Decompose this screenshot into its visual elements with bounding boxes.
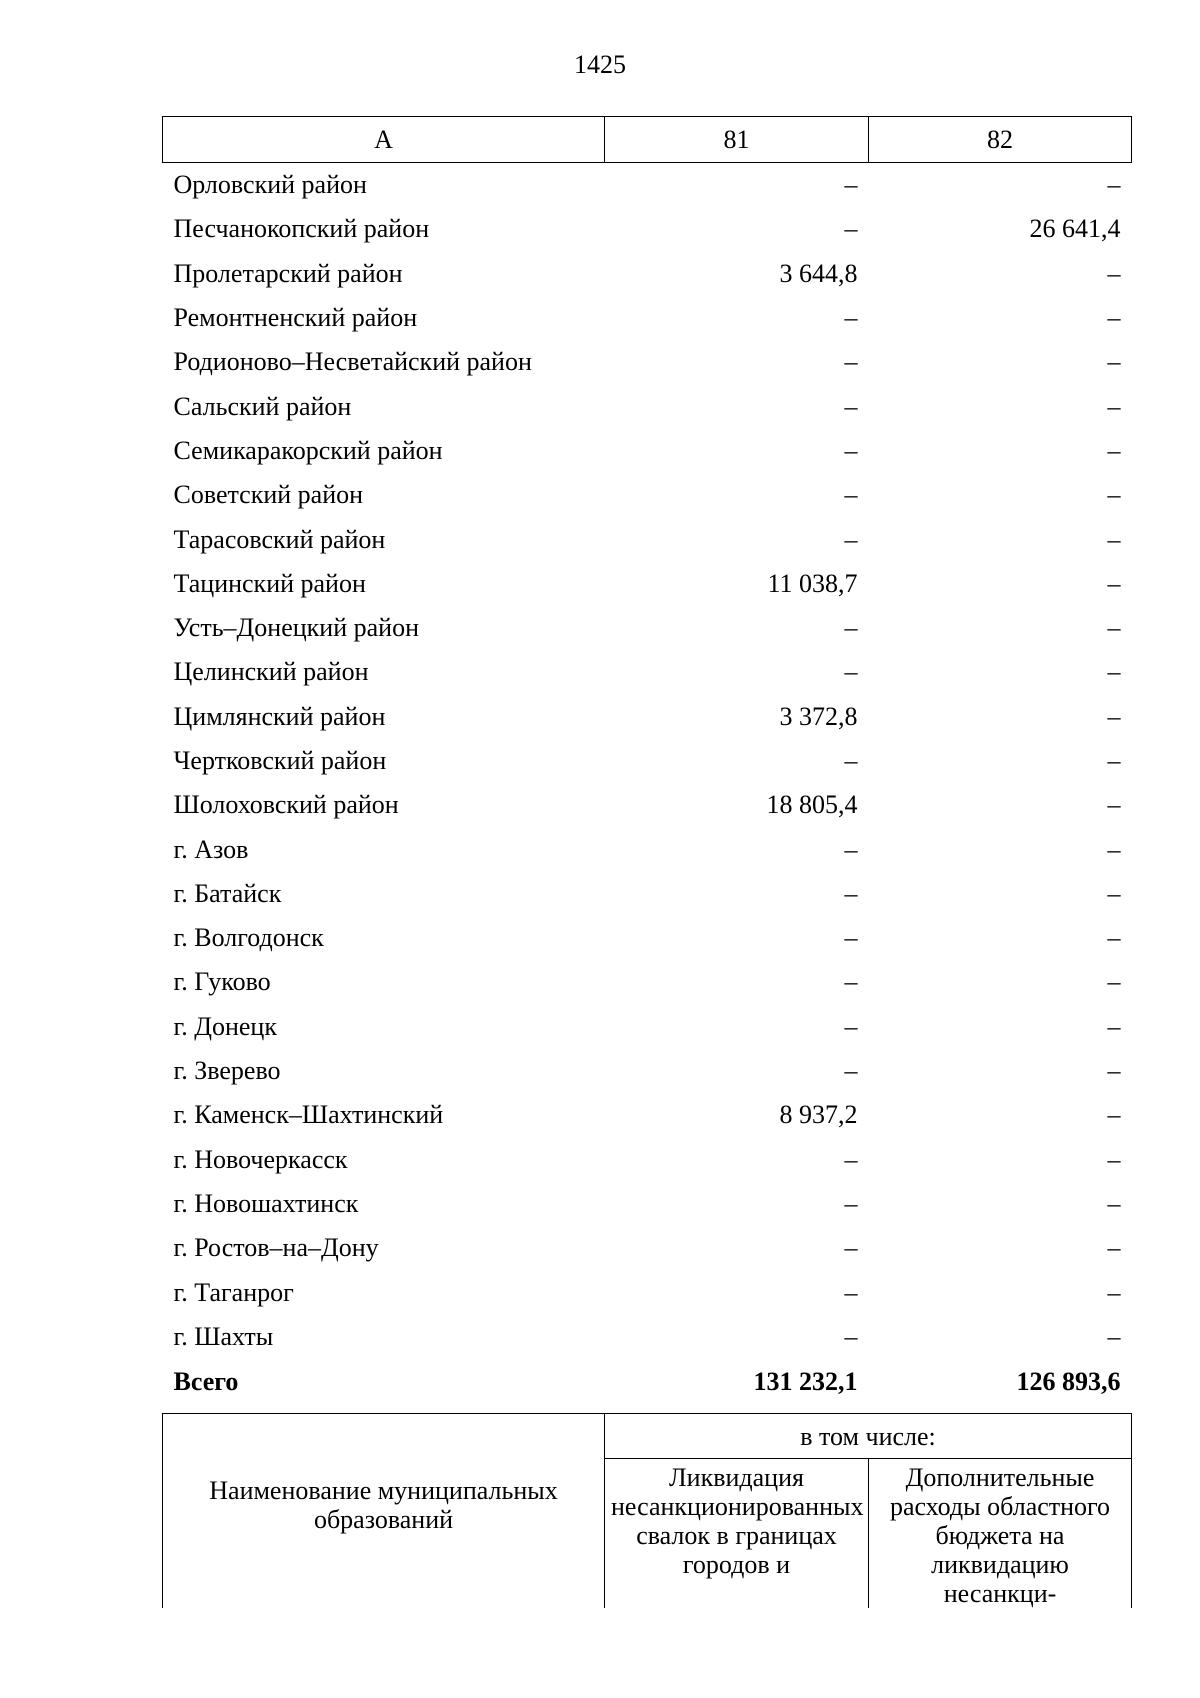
value-col-81: –: [844, 391, 858, 421]
continued-header-table: [162, 1413, 1132, 1608]
table-row: [163, 695, 1132, 739]
total-label: Всего: [173, 1367, 239, 1397]
value-col-81: –: [844, 613, 858, 643]
table-row: [163, 783, 1132, 827]
value-col-82: –: [1107, 657, 1121, 687]
header-additional-expenses: Дополнительные расходы областного бюджета на ликвидацию несанкци-: [869, 1459, 1132, 1609]
table-row: [163, 429, 1132, 473]
municipality-name: Цимлянский район: [173, 701, 386, 731]
value-col-81: –: [844, 435, 858, 465]
value-col-81: –: [844, 1188, 858, 1218]
header-col-a: А: [163, 117, 605, 163]
table-row: [163, 296, 1132, 340]
value-col-81: 18 805,4: [766, 790, 858, 820]
value-col-81: –: [844, 746, 858, 775]
table-row: [163, 1005, 1132, 1049]
value-col-81: –: [844, 1144, 858, 1174]
value-col-82: –: [1107, 480, 1121, 510]
header-col-81: 81: [605, 117, 869, 163]
header-municipality-name: Наименование муниципальных образований: [163, 1414, 605, 1609]
value-col-82: –: [1107, 303, 1121, 333]
data-table: [162, 116, 1132, 1405]
municipality-name: г. Каменск–Шахтинский: [173, 1100, 444, 1130]
value-col-82: –: [1107, 391, 1121, 421]
municipality-name: г. Новошахтинск: [173, 1188, 359, 1218]
table-row: [163, 163, 1132, 208]
value-col-82: –: [1107, 701, 1121, 731]
value-col-81: –: [844, 834, 858, 864]
page-number: 1425: [574, 50, 626, 79]
municipality-name: Семикаракорский район: [173, 435, 443, 465]
value-col-81: –: [844, 1011, 858, 1041]
header-landfill-liquidation: Ликвидация несанкционированных свалок в границах городов и: [605, 1459, 869, 1609]
header-including: в том числе:: [605, 1414, 1132, 1459]
value-col-81: 3 372,8: [779, 701, 858, 731]
table-row: [163, 562, 1132, 606]
total-col-81: 131 232,1: [753, 1367, 858, 1397]
municipality-name: г. Гуково: [173, 967, 271, 997]
value-col-81: –: [844, 347, 858, 377]
municipality-name: Орловский район: [173, 170, 367, 200]
municipality-name: Родионово–Несветайский район: [173, 347, 532, 377]
municipality-name: г. Азов: [173, 834, 249, 864]
table-row: [163, 1270, 1132, 1314]
municipality-name: г. Донецк: [173, 1011, 277, 1041]
value-col-82: –: [1107, 1056, 1121, 1086]
municipality-name: г. Шахты: [173, 1321, 274, 1351]
table-row: [163, 252, 1132, 296]
value-col-82: –: [1107, 746, 1121, 775]
value-col-82: –: [1107, 1277, 1121, 1307]
table-row: [163, 606, 1132, 650]
value-col-82: –: [1107, 258, 1121, 288]
value-col-82: –: [1107, 1011, 1121, 1041]
municipality-name: Советский район: [173, 480, 364, 510]
value-col-82: –: [1107, 1233, 1121, 1263]
municipality-name: г. Батайск: [173, 878, 282, 908]
municipality-name: Шолоховский район: [173, 790, 399, 820]
municipality-name: Песчанокопский район: [173, 214, 430, 244]
municipality-name: Чертковский район: [173, 746, 387, 775]
table-row: [163, 739, 1132, 783]
table-row: [163, 1093, 1132, 1137]
municipality-name: Ремонтненский район: [173, 303, 418, 333]
value-col-81: –: [844, 303, 858, 333]
table-row: [163, 827, 1132, 871]
header-col-82: 82: [869, 117, 1132, 163]
value-col-82: –: [1107, 878, 1121, 908]
value-col-82: –: [1107, 1100, 1121, 1130]
value-col-81: 11 038,7: [767, 568, 858, 598]
value-col-81: –: [844, 480, 858, 510]
table-row: [163, 1182, 1132, 1226]
value-col-81: –: [844, 878, 858, 908]
municipality-name: Целинский район: [173, 657, 369, 687]
table-row: [163, 517, 1132, 561]
value-col-82: –: [1107, 613, 1121, 643]
table-row: [163, 916, 1132, 960]
value-col-81: –: [844, 1056, 858, 1086]
value-col-82: 26 641,4: [1029, 214, 1121, 244]
value-col-81: –: [844, 657, 858, 687]
value-col-82: –: [1107, 1188, 1121, 1218]
value-col-82: –: [1107, 347, 1121, 377]
table-row: [163, 872, 1132, 916]
municipality-name: Сальский район: [173, 391, 352, 421]
value-col-81: 3 644,8: [779, 258, 858, 288]
table-row: [163, 1315, 1132, 1359]
value-col-82: –: [1107, 568, 1121, 598]
municipality-name: г. Ростов–на–Дону: [173, 1233, 379, 1263]
value-col-82: –: [1107, 923, 1121, 953]
table-row: [163, 473, 1132, 517]
table-row: [163, 650, 1132, 694]
table-row: [163, 207, 1132, 251]
table-row: [163, 1049, 1132, 1093]
value-col-81: –: [844, 1233, 858, 1263]
value-col-82: –: [1107, 967, 1121, 997]
municipality-name: г. Волгодонск: [173, 923, 324, 953]
municipality-name: г. Таганрог: [173, 1277, 294, 1307]
total-row: [163, 1359, 1132, 1405]
table-row: [163, 1138, 1132, 1182]
value-col-82: –: [1107, 834, 1121, 864]
value-col-81: –: [844, 214, 858, 244]
municipality-name: Усть–Донецкий район: [173, 613, 419, 643]
table-row: [163, 384, 1132, 428]
value-col-81: –: [844, 923, 858, 953]
value-col-81: –: [844, 1321, 858, 1351]
value-col-81: 8 937,2: [779, 1100, 858, 1130]
value-col-82: –: [1107, 170, 1121, 200]
value-col-81: –: [844, 170, 858, 200]
value-col-81: –: [844, 524, 858, 554]
total-col-82: 126 893,6: [1016, 1367, 1121, 1397]
table-row: [163, 1226, 1132, 1270]
municipality-name: Пролетарский район: [173, 258, 403, 288]
value-col-81: –: [844, 967, 858, 997]
value-col-82: –: [1107, 1144, 1121, 1174]
table-row: [163, 340, 1132, 384]
value-col-82: –: [1107, 524, 1121, 554]
value-col-82: –: [1107, 1321, 1121, 1351]
municipality-name: Тарасовский район: [173, 524, 386, 554]
municipality-name: г. Зверево: [173, 1056, 281, 1086]
value-col-82: –: [1107, 435, 1121, 465]
header-row: [163, 117, 1132, 163]
municipality-name: Тацинский район: [173, 568, 366, 598]
value-col-82: –: [1107, 790, 1121, 820]
municipality-name: г. Новочеркасск: [173, 1144, 348, 1174]
table-row: [163, 960, 1132, 1004]
value-col-81: –: [844, 1277, 858, 1307]
